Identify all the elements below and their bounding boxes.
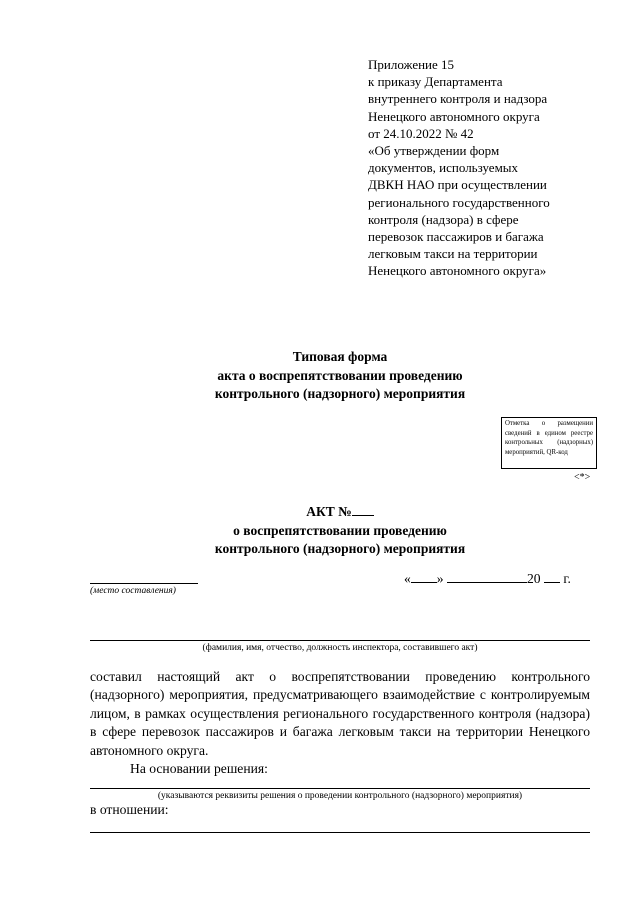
- form-title-line1: Типовая форма: [292, 349, 388, 364]
- date-year-prefix: 20: [527, 571, 541, 586]
- appendix-line: контроля (надзора) в сфере: [368, 211, 519, 227]
- act-number-label: АКТ №: [306, 504, 352, 519]
- appendix-line: документов, используемых: [368, 160, 519, 176]
- appendix-line: от 24.10.2022 № 42: [368, 125, 474, 141]
- place-blank-line[interactable]: [90, 583, 198, 584]
- qr-code-box: [501, 417, 597, 469]
- qr-footnote-mark: <*>: [574, 472, 591, 483]
- appendix-line: легковым такси на территории: [368, 246, 538, 262]
- act-title-line3: контрольного (надзорного) мероприятия: [214, 541, 466, 556]
- date-year-suffix: г.: [563, 571, 571, 586]
- act-title-line2: о воспрепятствовании проведению: [233, 522, 447, 538]
- appendix-line: внутреннего контроля и надзора: [368, 91, 548, 107]
- act-number-line: [90, 503, 590, 522]
- act-body: [90, 668, 590, 778]
- inspector-blank-line[interactable]: [90, 640, 590, 641]
- appendix-line: регионального государственного: [368, 194, 550, 210]
- appendix-line: Ненецкого автономного округа: [368, 108, 540, 124]
- regarding-blank-line[interactable]: [90, 832, 590, 833]
- place-caption: (место составления): [90, 586, 176, 596]
- date-field: [404, 570, 571, 587]
- date-year-blank[interactable]: [544, 570, 560, 583]
- appendix-header: [368, 56, 618, 280]
- appendix-line: Приложение 15: [368, 57, 455, 72]
- date-quote-close: »: [436, 571, 444, 586]
- regarding-label: в отношении:: [90, 802, 169, 817]
- form-title: [90, 348, 590, 404]
- form-title-line2: акта о воспрепятствовании проведению: [217, 367, 463, 383]
- decision-blank-line[interactable]: [90, 788, 590, 789]
- decision-caption: (указываются реквизиты решения о проведении контрольного (надзорного) мероприятия): [157, 791, 523, 801]
- appendix-line: перевозок пассажиров и багажа: [368, 229, 544, 245]
- date-day-blank[interactable]: [411, 570, 437, 583]
- qr-box-text: Отметка о размещении сведений в едином реестре контрольных (надзорных) мероприятий, QR-код: [505, 420, 593, 456]
- act-title: [90, 503, 590, 559]
- appendix-line: «Об утверждении форм: [368, 143, 500, 159]
- date-quote-open: «: [404, 571, 411, 586]
- basis-label: На основании решения:: [130, 761, 268, 777]
- act-number-blank[interactable]: [352, 503, 374, 516]
- appendix-line: ДВКН НАО при осуществлении: [368, 177, 547, 193]
- appendix-line: к приказу Департамента: [368, 74, 503, 90]
- form-title-line3: контрольного (надзорного) мероприятия: [214, 386, 466, 401]
- appendix-line: Ненецкого автономного округа»: [368, 263, 547, 279]
- inspector-caption: (фамилия, имя, отчество, должность инспектора, составившего акт): [202, 643, 478, 653]
- body-paragraph: составил настоящий акт о воспрепятствовании проведению контрольного (надзорного) мероприятия, предусматривающего взаимодействие с контролируемым лицом, в рамках осуществления регионального государственного контроля (надзора) в сфере перевозок пассажиров и багажа легковым такси на территории Ненецкого автономного округа.: [90, 669, 590, 758]
- date-month-blank[interactable]: [447, 570, 527, 583]
